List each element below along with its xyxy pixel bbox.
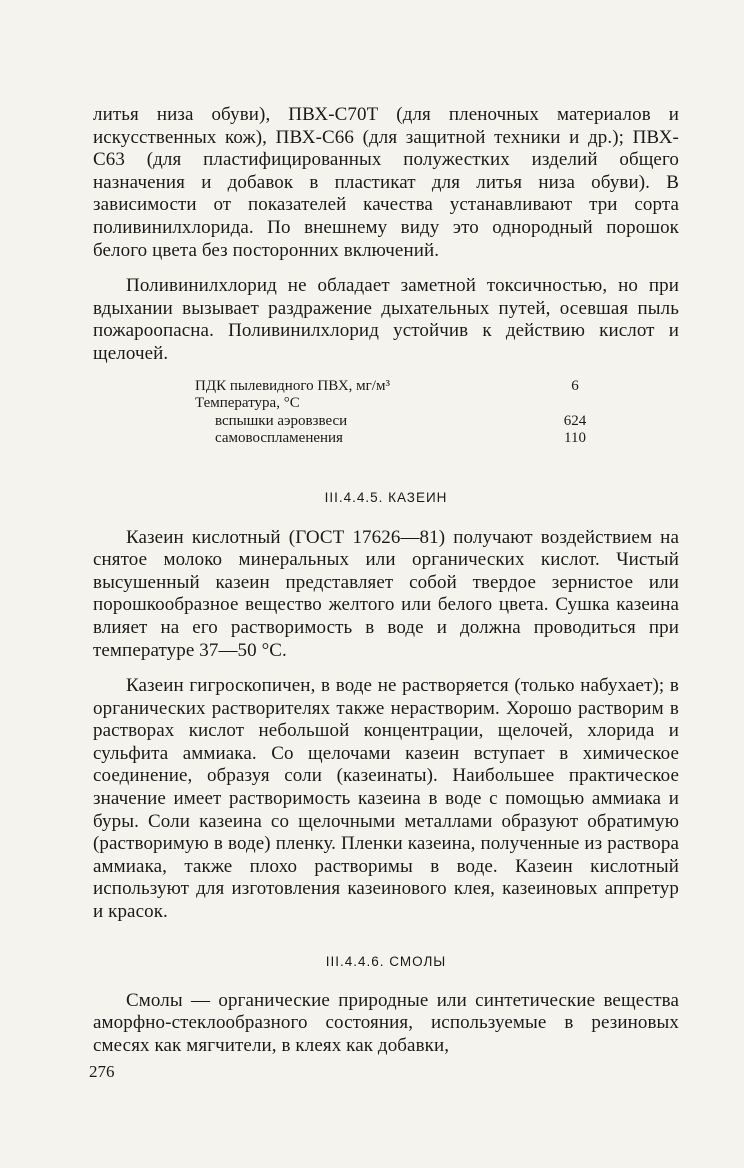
paragraph-pvc-toxicity: Поливинилхлорид не обладает заметной токсичностью, но при вдыхании вызывает раздражение дыхательных путей, осевшая пыль пожароопасна. Поливинилхлорид устойчив к действию кислот и щелочей. [93, 275, 679, 364]
paragraph-resins: Смолы — органические природные или синтетические вещества аморфно-стеклообразного состояния, используемые в резиновых смесях как мягчители, в клеях как добавки, [93, 989, 679, 1056]
paragraph-casein-production: Казеин кислотный (ГОСТ 17626—81) получают воздействием на снятое молоко минеральных или органических кислот. Чистый высушенный казеин представляет собой твердое зернистое или порошкообразное вещество желтого или белого цвета. Сушка казеина влияет на его растворимость в воде и должна проводиться при температуре 37—50 °С. [93, 526, 679, 661]
self-ignition-label: самовоспламенения [215, 430, 343, 447]
table-row [195, 395, 605, 413]
page-body [93, 104, 679, 1057]
section-heading-casein: III.4.4.5. КАЗЕИН [324, 489, 448, 505]
paragraph-pvc-grades: литья низа обуви), ПВХ-С70Т (для пленочных материалов и искусственных кож), ПВХ-С66 (для защитной техники и др.); ПВХ-С63 (для пластифицированных полужестких изделий общего назначения и добавок в пластикат для литья низа обуви). В зависимости от показателей качества устанавливают три сорта поливинилхлорида. По внешнему виду это однородный порошок белого цвета без посторонних включений. [93, 104, 679, 261]
table-row [195, 430, 605, 448]
properties-table [195, 378, 605, 448]
page-number: 276 [89, 1062, 115, 1081]
section-heading-resins: III.4.4.6. СМОЛЫ [325, 953, 447, 969]
self-ignition-value: 110 [564, 430, 586, 447]
temperature-label: Температура, °С [195, 395, 300, 412]
table-row [195, 378, 605, 396]
flash-point-label: вспышки аэровзвеси [215, 412, 348, 429]
table-row [195, 413, 605, 431]
paragraph-casein-properties: Казеин гигроскопичен, в воде не растворяется (только набухает); в органических растворителях также нерастворим. Хорошо растворим в растворах кислот небольшой концентрации, щелочей, хлорида и сульфита аммиака. Со щелочами казеин вступает в химическое соединение, образуя соли (казеинаты). Наибольшее практическое значение имеет растворимость казеина в воде с помощью аммиака и буры. Соли казеина со щелочными металлами образуют обратимую (растворимую в воде) пленку. Пленки казеина, полученные из раствора аммиака, также плохо растворимы в воде. Казеин кислотный используют для изготовления казеинового клея, казеиновых аппретур и красок. [93, 675, 679, 923]
flash-point-value: 624 [563, 412, 587, 429]
pdk-value: 6 [571, 377, 579, 394]
pdk-label: ПДК пылевидного ПВХ, мг/м³ [195, 377, 390, 394]
